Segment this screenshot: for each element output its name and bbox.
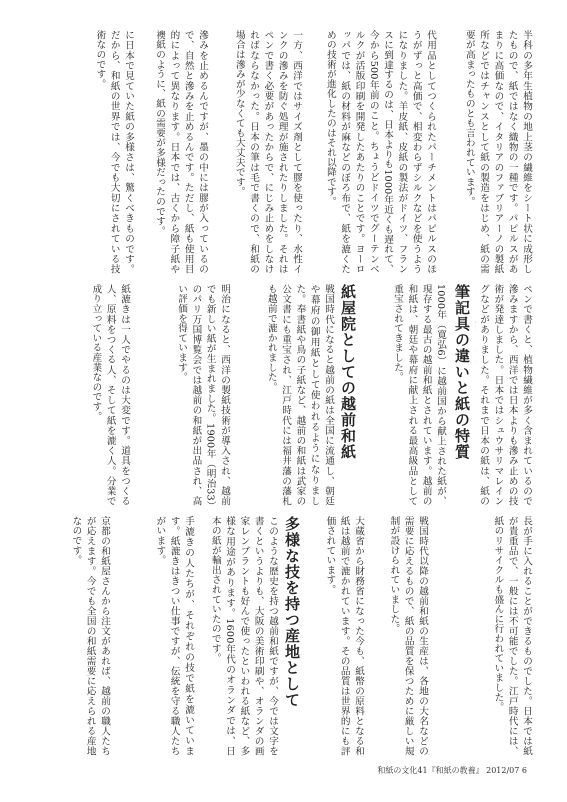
text-column: ペンで書くと、植物繊維が多く含まれているので滲みますから、西洋では日本よりも滲み止めの技術が発達しました。日本ではシュウサリマレイングなどがありました。それまで日本の紙は、紙の <box>478 284 532 506</box>
text-column: 戦国時代になると越前の紙は全国に流通し、朝廷や幕府の御用紙として使われるようになりました。奉書紙や鳥の子紙など、越前の和紙は武家の公文書にも重宝され、江戸時代には福井藩の藩札も越前で漉かれました。 <box>265 284 334 506</box>
text-column: に日本で見ていた紙の多様さは、驚くべきものです。だから、和紙の世界では、今でも大切にされている技術なのです。 <box>94 30 134 274</box>
text-column: 紙漉きは一人でやるのは大変です。道具をつくる人、原料をつくる人、そして紙を漉く人。分業で成り立っている産業なのです。 <box>90 284 130 506</box>
text-column: 滲みを止めるんですが、墨の中には膠が入っているので、自然と滲みを止めるんです。ただし、紙も使用目的によって異なります。日本では、古くから障子紙や襖紙のように、紙の需要が多様だったのです。 <box>154 30 208 274</box>
page-footer: 和紙の文化41『和紙の教養』 2012/07 6 <box>377 766 527 775</box>
text-column: 手漉きの人たちが、それぞれの技で紙を漉いています。紙漉きはきつい仕事ですが、伝統を守る職人たちがいます。 <box>154 516 194 756</box>
section-heading: 紙屋院としての越前和紙 <box>339 284 357 460</box>
text-column: 長が手に入れることができるものでした。日本では紙が貴重品で、一般には不可能でした。江戸時代には、紙のリサイクルも盛んに行われていました。 <box>492 516 532 756</box>
text-column: 一方、西洋ではサイズ剤として膠を使ったり、水性インクの滲みを防ぐ処理が施されたりしました。それはペンで書く必要があったからで、にじみ止めをしなければならなかった。日本の筆は毛で書くので、和紙の場合は滲みが少なくても大丈夫です。 <box>233 30 302 274</box>
text-column: 戦国時代以降の越前和紙の生産は、各地の大名などの需要に応えるもので、紙の品質を保つために厳しい規制が設けられていました。 <box>388 516 428 756</box>
text-column: 1000年（寛弘6）に越前国から献上された紙が、現存する最古の越前和紙とされています。越前の和紙は、朝廷や幕府に献上される最高級品として重宝されてきました。 <box>392 284 446 506</box>
section-heading: 多様な技を持つ産地として <box>283 516 301 708</box>
section-heading: 筆記具の違いと紙の特質 <box>453 284 471 460</box>
text-column: 大蔵省から財務省になった今も、紙幣の原料となる和紙は越前で漉かれています。その品質は世界的にも評価されています。 <box>324 516 364 756</box>
text-column: このような歴史を持つ越前和紙ですが、今では文字を書くというよりも、大阪の美術印刷や、オランダの画家レンブラントも好んで使ったといわれる紙など、多様な用途があります。1600年代のオランダでは、日本の紙が輸出されていたのです。 <box>209 516 278 756</box>
text-column: 明治になると、西洋の製紙技術が導入され、越前でも新しい紙が生まれました。1900年（明治33）のパリ万国博覧会では越前の和紙が出品され、高い評価を得ています。 <box>176 284 230 506</box>
text-column: 代用品としてつくられたパーチメントはパピルスのほうがずっと高価で、相変わらずシルクなどを使うようになりました。羊皮紙、皮紙の製法がドイツ、フランスに到達するのは、日本よりも1000年近くも遅れて、今から500年前のこと。ちょうどドイツでグーテンベルクが活版印刷を開発したあたりのことです。ヨーロッパでは、紙の材料が麻などのぼろ布で、紙を漉くための技術が進化したのはそれ以降です。 <box>324 30 436 274</box>
text-column: 京都の和紙屋さんから注文があれば、越前の職人たちが応えます。今でも全国の和紙需要に応えられる産地なのです。 <box>70 516 110 756</box>
text-column: 半科の多年生植物の地上茎の繊維をシート状に成形したもので、紙ではなく織物の一種です。パピルスがあまりに高価なので、イタリアのファブリアーノの製紙所などではチャンスとして紙の製造をはじめ、紙の需要が高まったものとも言われています。 <box>463 30 532 274</box>
